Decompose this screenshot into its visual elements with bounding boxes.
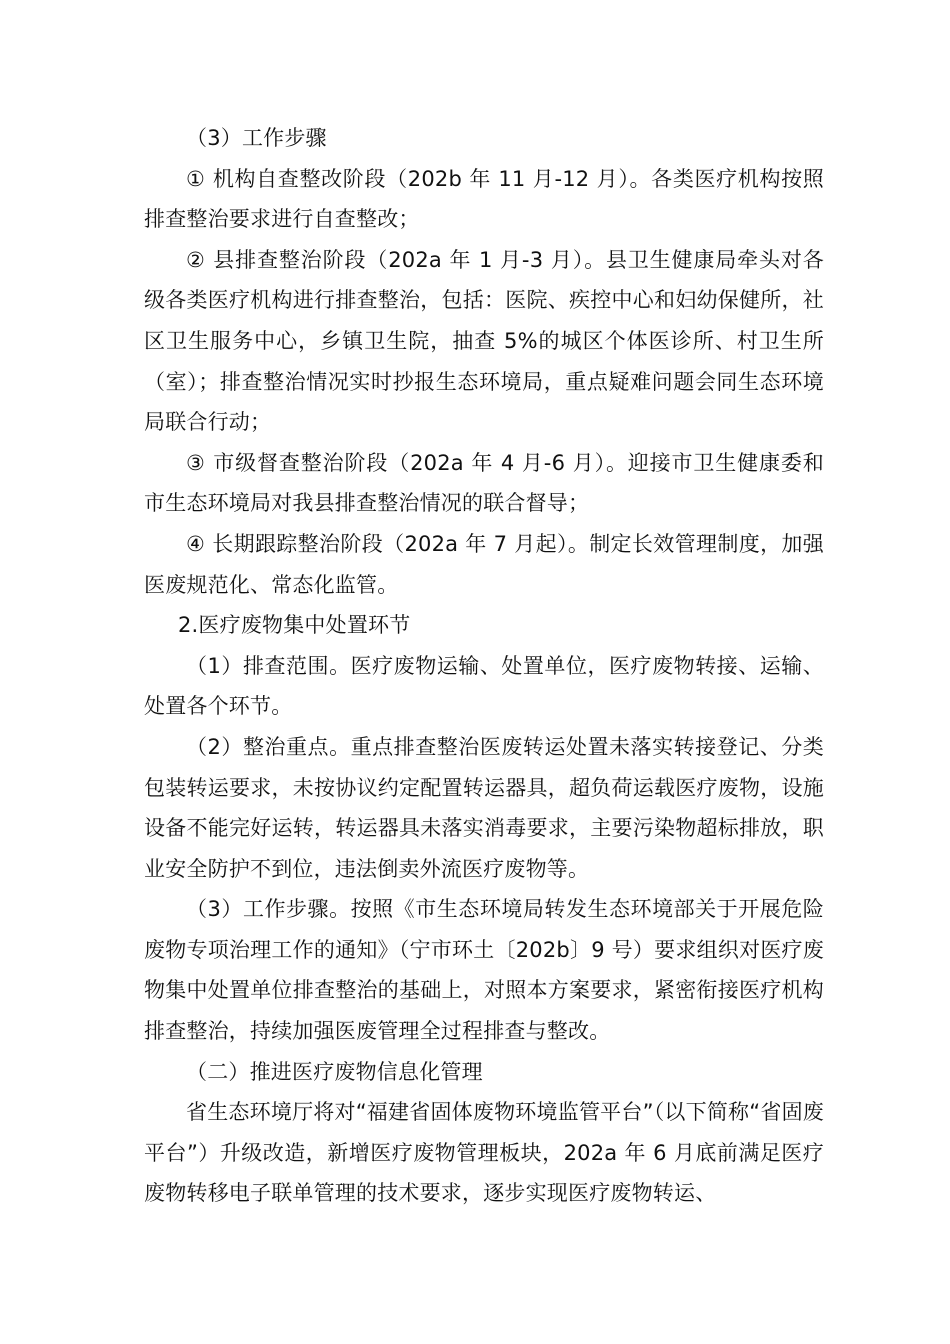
paragraph-disposal-steps: （3）工作步骤。按照《市生态环境局转发生态环境部关于开展危险废物专项治理工作的通知》（宁市环土〔202b〕9 号）要求组织对医疗废物集中处置单位排查整治的基础上，对照本方案要求，紧密衔接医疗机构排查整治，持续加强医废管理全过程排查与整改。	[144, 897, 824, 1044]
paragraph-step-3: ③ 市级督查整治阶段（202a 年 4 月-6 月）。迎接市卫生健康委和市生态环境局对我县排查整治情况的联合督导；	[144, 450, 824, 516]
paragraph-step-2: ② 县排查整治阶段（202a 年 1 月-3 月）。县卫生健康局牵头对各级各类医疗机构进行排查整治，包括：医院、疾控中心和妇幼保健所，社区卫生服务中心，乡镇卫生院，抽查 5%的城区个体医诊所、村卫生所（室）；排查整治情况实时抄报生态环境局，重点疑难问题会同生态环境局联合行动；	[144, 247, 824, 435]
paragraph-platform: 省生态环境厅将对“福建省固体废物环境监管平台”（以下简称“省固废平台”）升级改造，新增医疗废物管理板块，202a 年 6 月底前满足医疗废物转移电子联单管理的技术要求，逐步实现医疗废物转运、	[144, 1100, 824, 1206]
paragraph-scope: （1）排查范围。医疗废物运输、处置单位，医疗废物转接、运输、处置各个环节。	[144, 653, 824, 719]
section-heading-disposal: 2.医疗废物集中处置环节	[178, 613, 411, 638]
paragraph-step-1: ① 机构自查整改阶段（202b 年 11 月-12 月）。各类医疗机构按照排查整治要求进行自查整改；	[144, 166, 824, 232]
section-heading-informatization: （二）推进医疗废物信息化管理	[186, 1059, 483, 1084]
document-body	[144, 118, 824, 1214]
paragraph-focus: （2）整治重点。重点排查整治医废转运处置未落实转接登记、分类包装转运要求，未按协议约定配置转运器具，超负荷运载医疗废物，设施设备不能完好运转，转运器具未落实消毒要求，主要污染物超标排放，职业安全防护不到位，违法倒卖外流医疗废物等。	[144, 734, 824, 881]
paragraph-step-4: ④ 长期跟踪整治阶段（202a 年 7 月起）。制定长效管理制度，加强医废规范化、常态化监管。	[144, 531, 824, 597]
paragraph-work-steps-heading: （3）工作步骤	[186, 126, 327, 150]
